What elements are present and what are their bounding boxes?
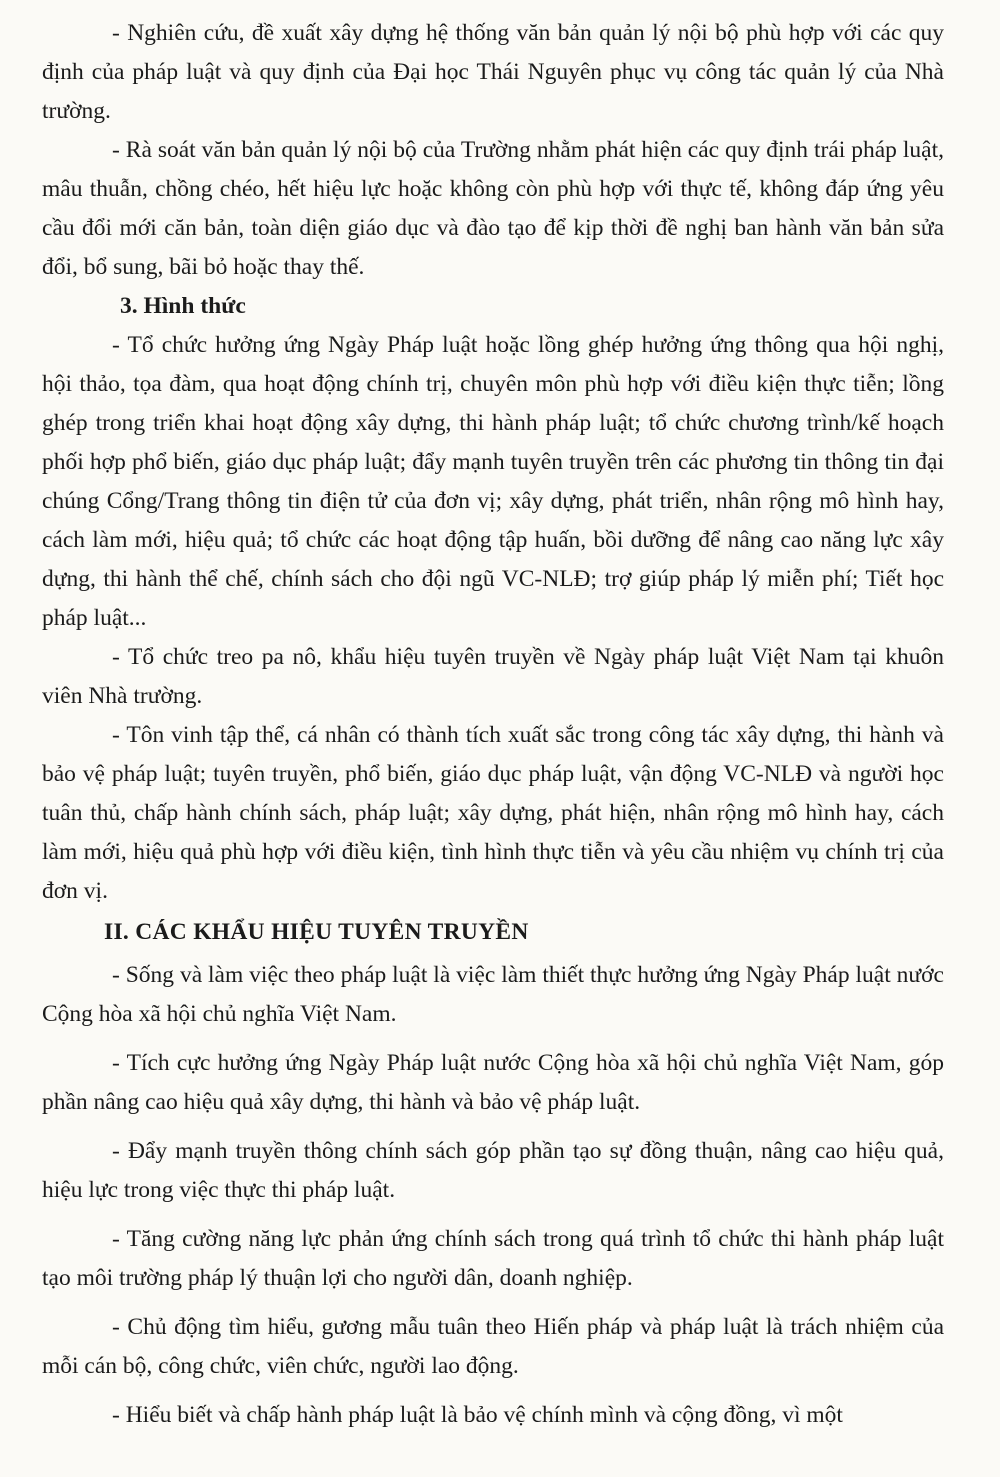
intro-section (42, 14, 944, 287)
paragraph-form-1: - Tổ chức hưởng ứng Ngày Pháp luật hoặc lồng ghép hưởng ứng thông qua hội nghị, hội thảo, tọa đàm, qua hoạt động chính trị, chuyên môn phù hợp với điều kiện thực tiễn; lồng ghép trong triển khai hoạt động xây dựng, thi hành pháp luật; tổ chức chương trình/kế hoạch phối hợp phổ biến, giáo dục pháp luật; đẩy mạnh tuyên truyền trên các phương tin thông tin đại chúng Cổng/Trang thông tin điện tử của đơn vị; xây dựng, phát triển, nhân rộng mô hình hay, cách làm mới, hiệu quả; tổ chức các hoạt động tập huấn, bồi dưỡng để nâng cao năng lực xây dựng, thi hành thể chế, chính sách cho đội ngũ VC-NLĐ; trợ giúp pháp lý miễn phí; Tiết học pháp luật... (42, 332, 944, 631)
section-ii-slogans (42, 913, 944, 1435)
slogan-item: - Sống và làm việc theo pháp luật là việc làm thiết thực hưởng ứng Ngày Pháp luật nước Cộng hòa xã hội chủ nghĩa Việt Nam. (42, 962, 944, 1027)
paragraph-research: - Nghiên cứu, đề xuất xây dựng hệ thống văn bản quản lý nội bộ phù hợp với các quy định của pháp luật và quy định của Đại học Thái Nguyên phục vụ công tác quản lý của Nhà trường. (42, 20, 944, 124)
slogan-item: - Tích cực hưởng ứng Ngày Pháp luật nước Cộng hòa xã hội chủ nghĩa Việt Nam, góp phần nâng cao hiệu quả xây dựng, thi hành và bảo vệ pháp luật. (42, 1050, 944, 1115)
section-3-forms (42, 287, 944, 911)
paragraph-review: - Rà soát văn bản quản lý nội bộ của Trường nhằm phát hiện các quy định trái pháp luật, mâu thuẫn, chồng chéo, hết hiệu lực hoặc không còn phù hợp với thực tế, không đáp ứng yêu cầu đổi mới căn bản, toàn diện giáo dục và đào tạo để kịp thời đề nghị ban hành văn bản sửa đổi, bổ sung, bãi bỏ hoặc thay thế. (42, 137, 944, 280)
slogan-item: - Hiểu biết và chấp hành pháp luật là bảo vệ chính mình và cộng đồng, vì một (112, 1402, 843, 1428)
section-ii-title: II. CÁC KHẨU HIỆU TUYÊN TRUYỀN (104, 919, 529, 945)
paragraph-form-3: - Tôn vinh tập thể, cá nhân có thành tích xuất sắc trong công tác xây dựng, thi hành và bảo vệ pháp luật; tuyên truyền, phổ biến, giáo dục pháp luật, vận động VC-NLĐ và người học tuân thủ, chấp hành chính sách, pháp luật; xây dựng, phát hiện, nhân rộng mô hình hay, cách làm mới, hiệu quả phù hợp với điều kiện, tình hình thực tiễn và yêu cầu nhiệm vụ chính trị của đơn vị. (42, 722, 944, 904)
slogan-item: - Đẩy mạnh truyền thông chính sách góp phần tạo sự đồng thuận, nâng cao hiệu quả, hiệu lực trong việc thực thi pháp luật. (42, 1138, 944, 1203)
section-3-title: 3. Hình thức (120, 293, 246, 319)
slogan-item: - Tăng cường năng lực phản ứng chính sách trong quá trình tổ chức thi hành pháp luật tạo môi trường pháp lý thuận lợi cho người dân, doanh nghiệp. (42, 1226, 944, 1291)
slogan-item: - Chủ động tìm hiểu, gương mẫu tuân theo Hiến pháp và pháp luật là trách nhiệm của mỗi cán bộ, công chức, viên chức, người lao động. (42, 1314, 944, 1379)
paragraph-form-2: - Tổ chức treo pa nô, khẩu hiệu tuyên truyền về Ngày pháp luật Việt Nam tại khuôn viên Nhà trường. (42, 644, 944, 709)
